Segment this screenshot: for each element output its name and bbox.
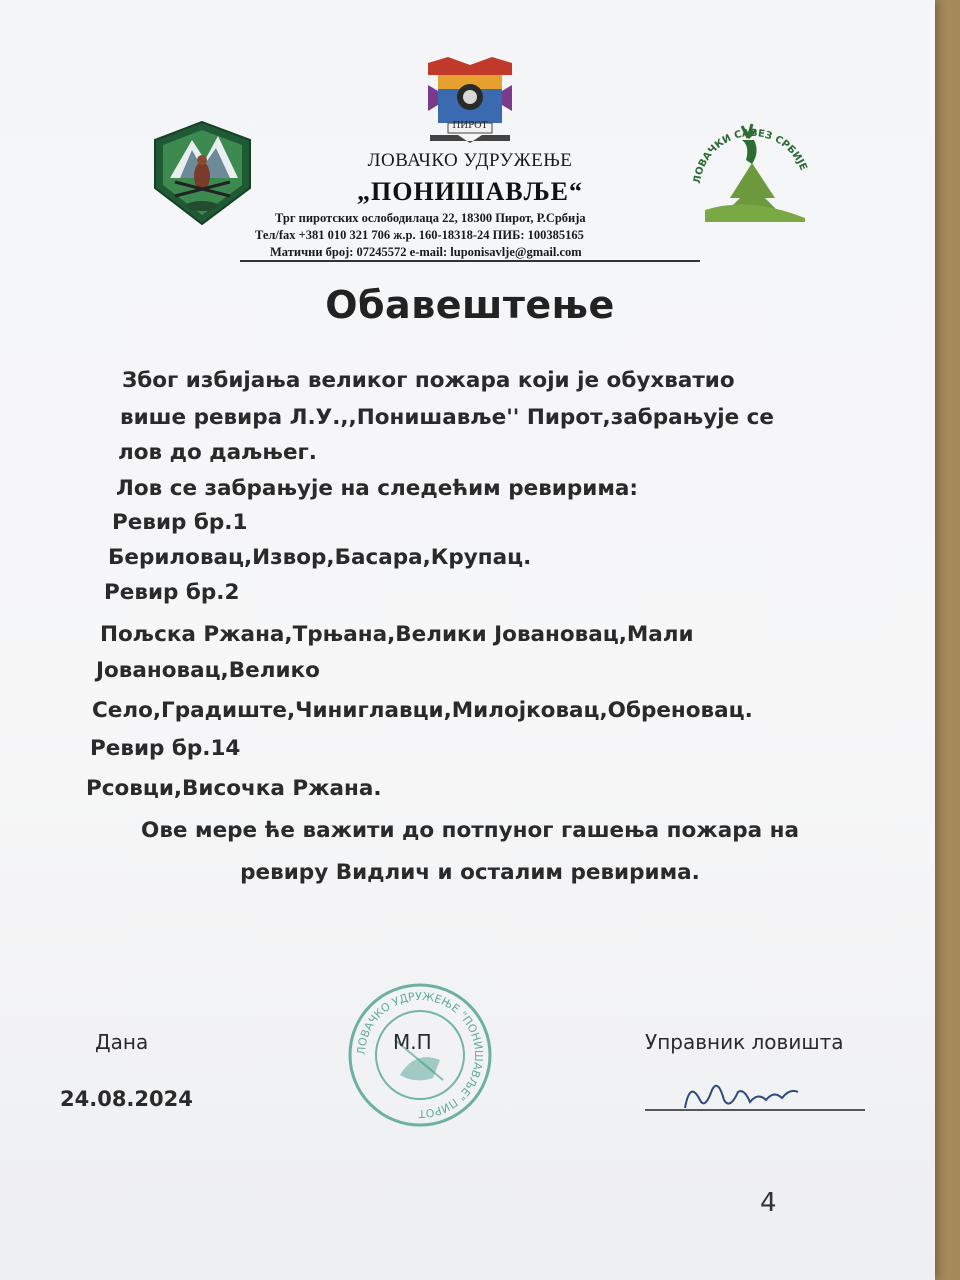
- right-logo-arc-text: ЛОВАЧКИ САВЕЗ СРБИЈЕ: [692, 127, 809, 185]
- body-line-1: Због избијања великог пожара који је обухватио: [122, 368, 735, 393]
- revir-14-places: Рсовци,Височка Ржана.: [86, 776, 382, 801]
- revir-2-places-1: Пољска Ржана,Трњана,Велики Јовановац,Мали: [100, 622, 694, 647]
- revir-14-heading: Ревир бр.14: [90, 736, 241, 761]
- svg-text:ЛОВАЧКО УДРУЖЕЊЕ "ПОНИШАВЉЕ" П: [355, 990, 485, 1120]
- pirot-coat-of-arms-icon: [418, 55, 522, 145]
- org-address: Трг пиротских ослободилаца 22, 18300 Пирот, Р.Србија: [275, 211, 586, 225]
- revir-1-places: Бериловац,Извор,Басара,Крупац.: [108, 545, 532, 570]
- org-contact: Тел/fax +381 010 321 706 ж.р. 160-18318-24 ПИБ: 100385165: [255, 228, 584, 242]
- date-label: Дана: [95, 1030, 149, 1054]
- closing-line-2: ревиру Видлич и осталим ревирима.: [240, 860, 700, 885]
- body-line-3: лов до даљњег.: [118, 440, 317, 465]
- date-value: 24.08.2024: [60, 1087, 193, 1111]
- revir-2-places-3: Село,Градиште,Чиниглавци,Милојковац,Обреновац.: [92, 698, 753, 723]
- body-line-4: Лов се забрањује на следећим ревирима:: [116, 476, 639, 501]
- stamp-ring-text: ЛОВАЧКО УДРУЖЕЊЕ "ПОНИШАВЉЕ" ПИРОТ: [354, 989, 486, 1121]
- org-name: „ПОНИШАВЉЕ“: [357, 177, 583, 206]
- org-title: ЛОВАЧКО УДРУЖЕЊЕ: [367, 150, 573, 171]
- closing-line-1: Ове мере ће важити до потпуног гашења пожара на: [141, 818, 799, 843]
- org-registry: Матични број: 07245572 e-mail: luponisavlje@gmail.com: [270, 245, 582, 259]
- signer-label: Управник ловишта: [645, 1030, 844, 1054]
- left-emblem-icon: [150, 118, 255, 228]
- revir-1-heading: Ревир бр.1: [112, 510, 248, 535]
- header-divider: [240, 260, 700, 262]
- page-number: 4: [760, 1188, 777, 1218]
- hunting-federation-logo-icon: [690, 118, 815, 228]
- revir-2-heading: Ревир бр.2: [104, 580, 240, 605]
- stamp-label: М.П: [393, 1030, 432, 1054]
- revir-2-places-2: Јовановац,Велико: [96, 658, 320, 683]
- page-title: Обавештење: [325, 283, 615, 327]
- body-line-2: више ревира Л.У.,,Понишавље'' Пирот,забрањује се: [120, 405, 774, 430]
- signature: [640, 1070, 870, 1120]
- official-stamp: [345, 980, 495, 1130]
- coat-of-arms-caption: ПИРОТ: [452, 121, 488, 131]
